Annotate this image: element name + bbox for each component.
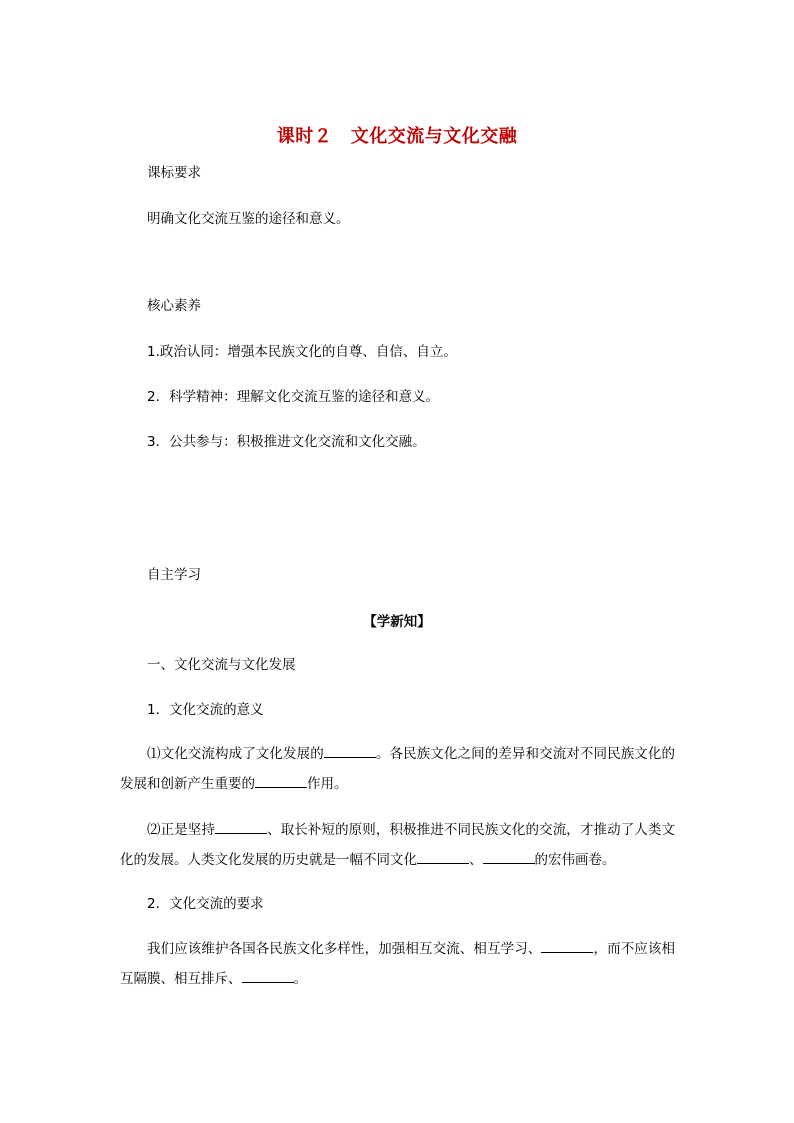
paragraph-3-text-a: 我们应该维护各国各民族文化多样性，加强相互交流、相互学习、 <box>147 941 542 957</box>
fill-blank[interactable] <box>242 968 294 983</box>
self-study-heading: 自主学习 <box>147 567 201 583</box>
paragraph-1-text-a: ⑴文化交流构成了文化发展的 <box>147 746 324 762</box>
section-1-heading: 一、文化交流与文化发展 <box>147 657 296 673</box>
fill-blank[interactable] <box>483 849 535 864</box>
paragraph-2-text-b: 、取长补短的原则，积极推进不同民族文化的交流，才推动了人类文化的发展。人类文化发展的历史就是一幅不同文化 <box>120 822 675 868</box>
fill-blank[interactable] <box>215 819 267 834</box>
literacy-item-3: 3．公共参与：积极推进文化交流和文化交融。 <box>147 434 426 450</box>
paragraph-1 <box>120 739 675 799</box>
paragraph-1-text-b: 。各民族文化之间的差异和交流对不同民族文化的发展和创新产生重要的 <box>120 746 676 792</box>
lesson-title: 课时２ 文化交流与文化交融 <box>276 126 518 147</box>
standard-heading: 课标要求 <box>147 165 201 181</box>
paragraph-3-text-b: ，而不应该相互隔膜、相互排斥、 <box>120 941 676 987</box>
literacy-item-1: 1.政治认同：增强本民族文化的自尊、自信、自立。 <box>147 344 457 360</box>
fill-blank[interactable] <box>417 849 469 864</box>
new-knowledge-heading: 【学新知】 <box>363 614 431 630</box>
fill-blank[interactable] <box>324 743 376 758</box>
literacy-item-2: 2．科学精神：理解文化交流互鉴的途径和意义。 <box>147 389 440 405</box>
point-2-heading: 2．文化交流的要求 <box>147 896 264 912</box>
fill-blank[interactable] <box>541 938 593 953</box>
paragraph-2-text-d: 的宏伟画卷。 <box>534 852 616 868</box>
fill-blank[interactable] <box>255 773 307 788</box>
standard-text: 明确文化交流互鉴的途径和意义。 <box>147 211 350 227</box>
paragraph-2-text-c: 、 <box>469 852 483 868</box>
paragraph-1-text-c: 作用。 <box>307 776 348 792</box>
literacy-heading: 核心素养 <box>147 298 201 314</box>
paragraph-3-text-c: 。 <box>293 971 307 987</box>
paragraph-2-text-a: ⑵正是坚持 <box>147 822 215 838</box>
paragraph-3 <box>120 934 675 994</box>
point-1-heading: 1．文化交流的意义 <box>147 702 264 718</box>
paragraph-2 <box>120 815 675 875</box>
